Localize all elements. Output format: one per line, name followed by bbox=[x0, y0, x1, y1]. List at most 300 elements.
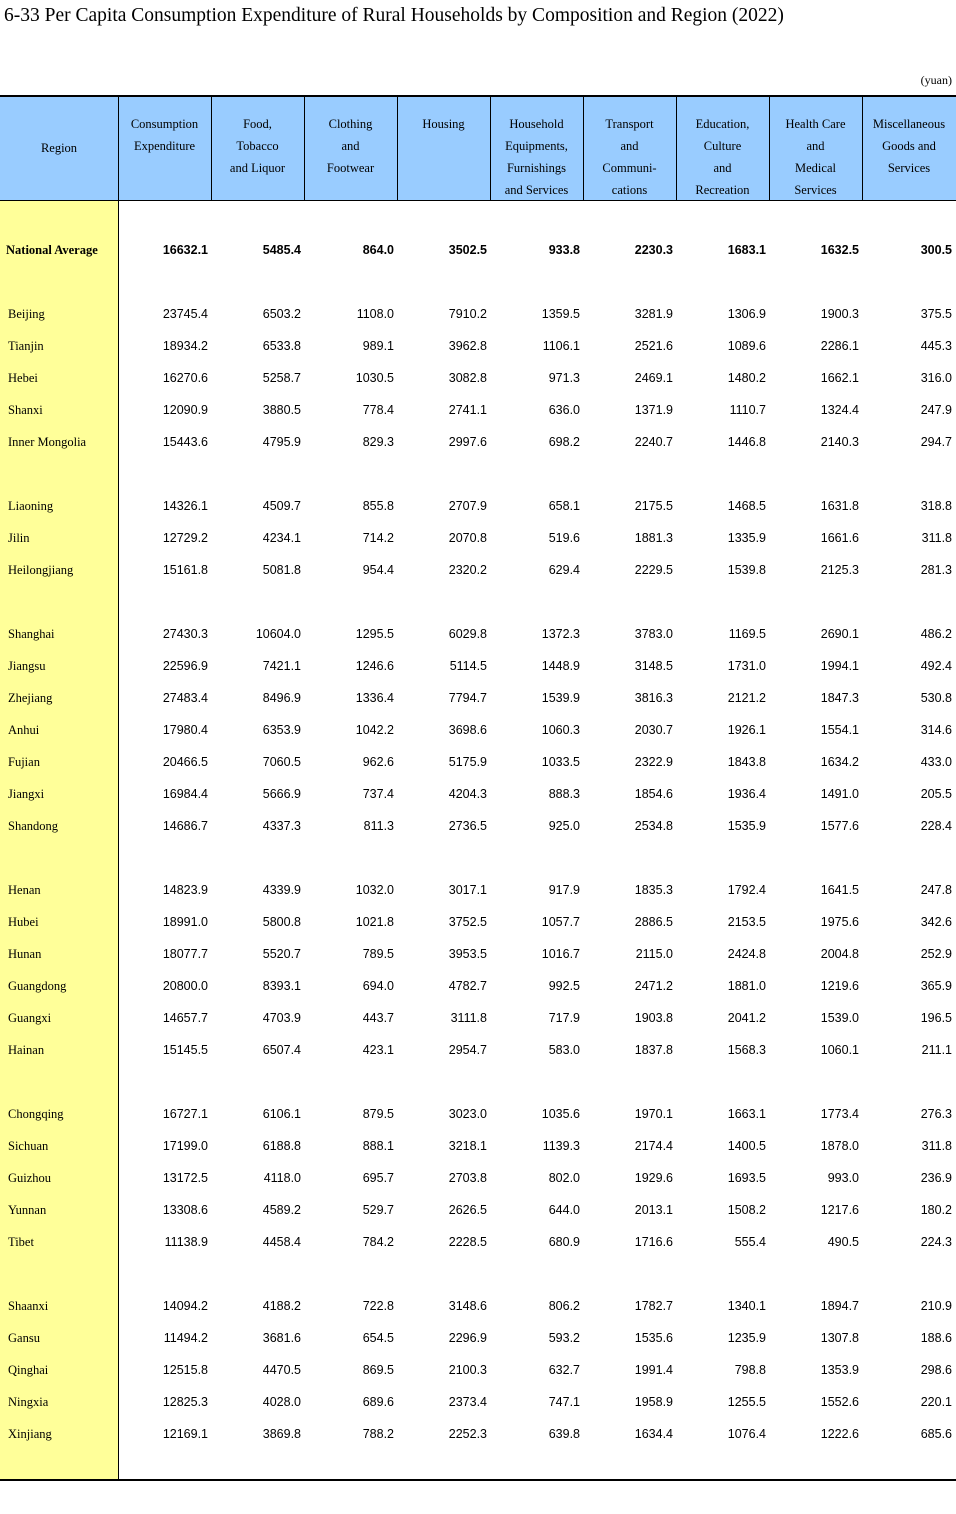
cell-value: 933.8 bbox=[548, 243, 580, 257]
cell-value: 210.9 bbox=[920, 1299, 952, 1313]
cell-value: 593.2 bbox=[548, 1331, 580, 1345]
cell-value: 784.2 bbox=[362, 1235, 394, 1249]
cell-value: 2115.0 bbox=[635, 947, 673, 961]
region-name: Hubei bbox=[8, 915, 39, 929]
cell-value: 314.6 bbox=[920, 723, 952, 737]
cell-value: 639.8 bbox=[548, 1427, 580, 1441]
cell-value: 1353.9 bbox=[820, 1363, 859, 1377]
cell-value: 1782.7 bbox=[634, 1299, 673, 1313]
cell-value: 10604.0 bbox=[255, 627, 301, 641]
cell-value: 14094.2 bbox=[162, 1299, 208, 1313]
cell-value: 2070.8 bbox=[448, 531, 487, 545]
cell-value: 698.2 bbox=[548, 435, 580, 449]
cell-value: 1219.6 bbox=[820, 979, 859, 993]
cell-value: 20466.5 bbox=[162, 755, 208, 769]
cell-value: 1359.5 bbox=[541, 307, 580, 321]
cell-value: 555.4 bbox=[734, 1235, 766, 1249]
cell-value: 1508.2 bbox=[727, 1203, 766, 1217]
cell-value: 1306.9 bbox=[727, 307, 766, 321]
cell-value: 3148.5 bbox=[634, 659, 673, 673]
cell-value: 4795.9 bbox=[262, 435, 301, 449]
cell-value: 1577.6 bbox=[820, 819, 859, 833]
cell-value: 1106.1 bbox=[542, 339, 580, 353]
cell-value: 529.7 bbox=[362, 1203, 394, 1217]
cell-value: 311.8 bbox=[921, 531, 952, 545]
cell-value: 632.7 bbox=[548, 1363, 580, 1377]
cell-value: 14823.9 bbox=[162, 883, 208, 897]
cell-value: 196.5 bbox=[920, 1011, 952, 1025]
cell-value: 737.4 bbox=[362, 787, 394, 801]
cell-value: 789.5 bbox=[362, 947, 394, 961]
cell-value: 519.6 bbox=[548, 531, 580, 545]
cell-value: 20800.0 bbox=[162, 979, 208, 993]
cell-value: 3502.5 bbox=[448, 243, 487, 257]
cell-value: 1539.8 bbox=[727, 563, 766, 577]
cell-value: 492.4 bbox=[920, 659, 952, 673]
cell-value: 5485.4 bbox=[262, 243, 301, 257]
cell-value: 1076.4 bbox=[727, 1427, 766, 1441]
cell-value: 864.0 bbox=[362, 243, 394, 257]
region-name: Jilin bbox=[8, 531, 30, 545]
cell-value: 12090.9 bbox=[162, 403, 208, 417]
table-row bbox=[0, 561, 956, 581]
table-row bbox=[0, 657, 956, 677]
cell-value: 14326.1 bbox=[162, 499, 208, 513]
cell-value: 1843.8 bbox=[727, 755, 766, 769]
cell-value: 1139.3 bbox=[542, 1139, 580, 1153]
cell-value: 4234.1 bbox=[262, 531, 301, 545]
region-name: National Average bbox=[6, 243, 98, 257]
page-title: 6-33 Per Capita Consumption Expenditure of Rural Households by Composition and Region (2022) bbox=[4, 5, 784, 26]
cell-value: 3281.9 bbox=[634, 307, 673, 321]
cell-value: 2322.9 bbox=[634, 755, 673, 769]
cell-value: 1324.4 bbox=[820, 403, 859, 417]
cell-value: 4458.4 bbox=[262, 1235, 301, 1249]
table-row bbox=[0, 753, 956, 773]
table-row bbox=[0, 1009, 956, 1029]
cell-value: 1929.6 bbox=[634, 1171, 673, 1185]
region-name: Anhui bbox=[8, 723, 40, 737]
cell-value: 2424.8 bbox=[727, 947, 766, 961]
cell-value: 2240.7 bbox=[634, 435, 673, 449]
cell-value: 1246.6 bbox=[355, 659, 394, 673]
cell-value: 1773.4 bbox=[820, 1107, 859, 1121]
cell-value: 806.2 bbox=[548, 1299, 580, 1313]
cell-value: 1854.6 bbox=[634, 787, 673, 801]
cell-value: 4509.7 bbox=[262, 499, 301, 513]
cell-value: 294.7 bbox=[920, 435, 952, 449]
header-region: Region bbox=[40, 141, 78, 155]
cell-value: 3023.0 bbox=[448, 1107, 487, 1121]
cell-value: 433.0 bbox=[920, 755, 952, 769]
cell-value: 2125.3 bbox=[820, 563, 859, 577]
cell-value: 7794.7 bbox=[448, 691, 487, 705]
cell-value: 583.0 bbox=[548, 1043, 580, 1057]
cell-value: 23745.4 bbox=[162, 307, 208, 321]
cell-value: 1631.8 bbox=[820, 499, 859, 513]
cell-value: 1958.9 bbox=[634, 1395, 673, 1409]
cell-value: 2626.5 bbox=[448, 1203, 487, 1217]
cell-value: 4188.2 bbox=[262, 1299, 301, 1313]
cell-value: 689.6 bbox=[362, 1395, 394, 1409]
header-col-9: Miscellaneous Goods and Services bbox=[872, 117, 946, 175]
cell-value: 1663.1 bbox=[727, 1107, 766, 1121]
cell-value: 1021.8 bbox=[355, 915, 394, 929]
region-name: Sichuan bbox=[8, 1139, 49, 1153]
cell-value: 2286.1 bbox=[820, 339, 859, 353]
cell-value: 4782.7 bbox=[448, 979, 487, 993]
cell-value: 1089.6 bbox=[727, 339, 766, 353]
cell-value: 1060.1 bbox=[820, 1043, 859, 1057]
cell-value: 16984.4 bbox=[162, 787, 208, 801]
region-name: Henan bbox=[8, 883, 41, 897]
table-row bbox=[0, 369, 956, 389]
region-name: Jiangxi bbox=[8, 787, 45, 801]
cell-value: 22596.9 bbox=[162, 659, 208, 673]
cell-value: 11138.9 bbox=[164, 1235, 208, 1249]
cell-value: 1169.5 bbox=[728, 627, 766, 641]
cell-value: 1400.5 bbox=[727, 1139, 766, 1153]
cell-value: 798.8 bbox=[734, 1363, 766, 1377]
cell-value: 1926.1 bbox=[727, 723, 766, 737]
cell-value: 644.0 bbox=[548, 1203, 580, 1217]
cell-value: 855.8 bbox=[362, 499, 394, 513]
region-name: Heilongjiang bbox=[8, 563, 74, 577]
table-row bbox=[0, 401, 956, 421]
cell-value: 4118.0 bbox=[263, 1171, 301, 1185]
cell-value: 6503.2 bbox=[262, 307, 301, 321]
cell-value: 2121.2 bbox=[727, 691, 766, 705]
cell-value: 7910.2 bbox=[448, 307, 487, 321]
cell-value: 530.8 bbox=[920, 691, 952, 705]
cell-value: 1336.4 bbox=[355, 691, 394, 705]
cell-value: 365.9 bbox=[920, 979, 952, 993]
region-name: Chongqing bbox=[8, 1107, 64, 1121]
region-name: Guangdong bbox=[8, 979, 67, 993]
cell-value: 6029.8 bbox=[448, 627, 487, 641]
cell-value: 1108.0 bbox=[356, 307, 394, 321]
cell-value: 1683.1 bbox=[727, 243, 766, 257]
cell-value: 2100.3 bbox=[448, 1363, 487, 1377]
cell-value: 788.2 bbox=[362, 1427, 394, 1441]
cell-value: 17199.0 bbox=[162, 1139, 208, 1153]
cell-value: 1032.0 bbox=[355, 883, 394, 897]
region-name: Zhejiang bbox=[8, 691, 53, 705]
cell-value: 3869.8 bbox=[262, 1427, 301, 1441]
cell-value: 1900.3 bbox=[820, 307, 859, 321]
header-col-3: Clothing and Footwear bbox=[326, 117, 375, 175]
cell-value: 8393.1 bbox=[262, 979, 301, 993]
cell-value: 993.0 bbox=[827, 1171, 859, 1185]
cell-value: 17980.4 bbox=[162, 723, 208, 737]
cell-value: 2997.6 bbox=[448, 435, 487, 449]
header-col-6: Transport and Communi- cations bbox=[602, 117, 657, 197]
header-col-4: Housing bbox=[422, 117, 465, 131]
cell-value: 695.7 bbox=[362, 1171, 394, 1185]
cell-value: 27483.4 bbox=[162, 691, 208, 705]
table-row bbox=[0, 721, 956, 741]
cell-value: 1716.6 bbox=[634, 1235, 673, 1249]
cell-value: 1035.6 bbox=[541, 1107, 580, 1121]
cell-value: 12515.8 bbox=[162, 1363, 208, 1377]
cell-value: 15161.8 bbox=[162, 563, 208, 577]
region-name: Jiangsu bbox=[8, 659, 46, 673]
region-name: Shandong bbox=[8, 819, 58, 833]
cell-value: 445.3 bbox=[920, 339, 952, 353]
cell-value: 3218.1 bbox=[448, 1139, 487, 1153]
cell-value: 1632.5 bbox=[820, 243, 859, 257]
header-col-5: Household Equipments, Furnishings and Services bbox=[504, 117, 569, 197]
cell-value: 2230.3 bbox=[634, 243, 673, 257]
cell-value: 1731.0 bbox=[727, 659, 766, 673]
cell-value: 2175.5 bbox=[634, 499, 673, 513]
region-name: Gansu bbox=[8, 1331, 40, 1345]
cell-value: 2013.1 bbox=[634, 1203, 673, 1217]
cell-value: 1335.9 bbox=[727, 531, 766, 545]
cell-value: 1480.2 bbox=[727, 371, 766, 385]
region-name: Guangxi bbox=[8, 1011, 52, 1025]
cell-value: 714.2 bbox=[362, 531, 394, 545]
region-name: Yunnan bbox=[8, 1203, 47, 1217]
region-name: Hainan bbox=[8, 1043, 45, 1057]
cell-value: 2153.5 bbox=[727, 915, 766, 929]
cell-value: 925.0 bbox=[548, 819, 580, 833]
cell-value: 1491.0 bbox=[820, 787, 859, 801]
cell-value: 802.0 bbox=[548, 1171, 580, 1185]
cell-value: 5114.5 bbox=[449, 659, 487, 673]
cell-value: 14686.7 bbox=[162, 819, 208, 833]
cell-value: 1539.9 bbox=[541, 691, 580, 705]
cell-value: 4337.3 bbox=[262, 819, 301, 833]
header-col-8: Health Care and Medical Services bbox=[785, 117, 846, 197]
cell-value: 2373.4 bbox=[448, 1395, 487, 1409]
header-col-1: Consumption Expenditure bbox=[130, 117, 199, 153]
cell-value: 4470.5 bbox=[262, 1363, 301, 1377]
cell-value: 6533.8 bbox=[262, 339, 301, 353]
cell-value: 4589.2 bbox=[262, 1203, 301, 1217]
table-row bbox=[0, 785, 956, 805]
table-row bbox=[0, 689, 956, 709]
table-row bbox=[0, 1137, 956, 1157]
cell-value: 658.1 bbox=[548, 499, 580, 513]
cell-value: 6507.4 bbox=[262, 1043, 301, 1057]
cell-value: 205.5 bbox=[920, 787, 952, 801]
region-name: Qinghai bbox=[8, 1363, 49, 1377]
region-name: Shanghai bbox=[8, 627, 55, 641]
cell-value: 342.6 bbox=[920, 915, 952, 929]
cell-value: 1446.8 bbox=[727, 435, 766, 449]
cell-value: 5666.9 bbox=[262, 787, 301, 801]
cell-value: 1881.3 bbox=[634, 531, 673, 545]
cell-value: 423.1 bbox=[362, 1043, 394, 1057]
cell-value: 2703.8 bbox=[448, 1171, 487, 1185]
region-name: Beijing bbox=[8, 307, 45, 321]
cell-value: 1661.6 bbox=[820, 531, 859, 545]
cell-value: 778.4 bbox=[362, 403, 394, 417]
cell-value: 2004.8 bbox=[820, 947, 859, 961]
table-row bbox=[0, 1425, 956, 1445]
cell-value: 224.3 bbox=[920, 1235, 952, 1249]
table-bottom-rule bbox=[0, 1479, 956, 1481]
cell-value: 15145.5 bbox=[162, 1043, 208, 1057]
cell-value: 3880.5 bbox=[262, 403, 301, 417]
cell-value: 1835.3 bbox=[634, 883, 673, 897]
cell-value: 3082.8 bbox=[448, 371, 487, 385]
cell-value: 1217.6 bbox=[820, 1203, 859, 1217]
region-name: Hunan bbox=[8, 947, 42, 961]
cell-value: 3752.5 bbox=[448, 915, 487, 929]
cell-value: 1371.9 bbox=[634, 403, 673, 417]
cell-value: 1295.5 bbox=[355, 627, 394, 641]
cell-value: 6188.8 bbox=[262, 1139, 301, 1153]
table-row bbox=[0, 817, 956, 837]
cell-value: 3148.6 bbox=[448, 1299, 487, 1313]
cell-value: 888.1 bbox=[362, 1139, 394, 1153]
cell-value: 281.3 bbox=[920, 563, 952, 577]
cell-value: 717.9 bbox=[548, 1011, 580, 1025]
table-row bbox=[0, 497, 956, 517]
cell-value: 1235.9 bbox=[727, 1331, 766, 1345]
cell-value: 4204.3 bbox=[448, 787, 487, 801]
cell-value: 188.6 bbox=[920, 1331, 952, 1345]
table-row bbox=[0, 1329, 956, 1349]
cell-value: 1693.5 bbox=[727, 1171, 766, 1185]
cell-value: 5800.8 bbox=[262, 915, 301, 929]
cell-value: 1847.3 bbox=[820, 691, 859, 705]
header-col-7: Education, Culture and Recreation bbox=[695, 117, 750, 197]
table-row bbox=[0, 913, 956, 933]
cell-value: 2320.2 bbox=[448, 563, 487, 577]
cell-value: 2886.5 bbox=[634, 915, 673, 929]
cell-value: 252.9 bbox=[920, 947, 952, 961]
table-row bbox=[0, 1169, 956, 1189]
cell-value: 1878.0 bbox=[820, 1139, 859, 1153]
cell-value: 2521.6 bbox=[634, 339, 673, 353]
cell-value: 1991.4 bbox=[634, 1363, 673, 1377]
unit-label: (yuan) bbox=[920, 73, 952, 87]
cell-value: 311.8 bbox=[921, 1139, 952, 1153]
region-name: Shaanxi bbox=[8, 1299, 49, 1313]
cell-value: 7060.5 bbox=[262, 755, 301, 769]
table-row bbox=[0, 305, 956, 325]
cell-value: 318.8 bbox=[920, 499, 952, 513]
cell-value: 13308.6 bbox=[162, 1203, 208, 1217]
cell-value: 1535.9 bbox=[727, 819, 766, 833]
cell-value: 879.5 bbox=[362, 1107, 394, 1121]
region-name: Xinjiang bbox=[8, 1427, 52, 1441]
cell-value: 1372.3 bbox=[541, 627, 580, 641]
cell-value: 13172.5 bbox=[162, 1171, 208, 1185]
cell-value: 1881.0 bbox=[727, 979, 766, 993]
cell-value: 486.2 bbox=[920, 627, 952, 641]
cell-value: 1837.8 bbox=[634, 1043, 673, 1057]
cell-value: 2228.5 bbox=[448, 1235, 487, 1249]
region-name: Hebei bbox=[8, 371, 38, 385]
cell-value: 375.5 bbox=[920, 307, 952, 321]
cell-value: 2174.4 bbox=[634, 1139, 673, 1153]
cell-value: 1552.6 bbox=[820, 1395, 859, 1409]
table-row bbox=[0, 1233, 956, 1253]
cell-value: 1110.7 bbox=[729, 403, 766, 417]
cell-value: 1057.7 bbox=[541, 915, 580, 929]
cell-value: 443.7 bbox=[362, 1011, 394, 1025]
region-name: Fujian bbox=[8, 755, 40, 769]
cell-value: 27430.3 bbox=[162, 627, 208, 641]
region-name: Tibet bbox=[8, 1235, 34, 1249]
cell-value: 2252.3 bbox=[448, 1427, 487, 1441]
cell-value: 1307.8 bbox=[820, 1331, 859, 1345]
region-name: Tianjin bbox=[8, 339, 44, 353]
cell-value: 300.5 bbox=[920, 243, 952, 257]
cell-value: 992.5 bbox=[548, 979, 580, 993]
cell-value: 1936.4 bbox=[727, 787, 766, 801]
region-name: Shanxi bbox=[8, 403, 43, 417]
cell-value: 247.8 bbox=[920, 883, 952, 897]
cell-value: 1255.5 bbox=[727, 1395, 766, 1409]
cell-value: 1975.6 bbox=[820, 915, 859, 929]
cell-value: 16270.6 bbox=[162, 371, 208, 385]
cell-value: 2229.5 bbox=[634, 563, 673, 577]
cell-value: 869.5 bbox=[362, 1363, 394, 1377]
cell-value: 3698.6 bbox=[448, 723, 487, 737]
cell-value: 14657.7 bbox=[162, 1011, 208, 1025]
cell-value: 180.2 bbox=[920, 1203, 952, 1217]
cell-value: 1042.2 bbox=[355, 723, 394, 737]
cell-value: 747.1 bbox=[548, 1395, 580, 1409]
cell-value: 5175.9 bbox=[448, 755, 487, 769]
cell-value: 3111.8 bbox=[450, 1011, 487, 1025]
cell-value: 220.1 bbox=[920, 1395, 952, 1409]
cell-value: 962.6 bbox=[362, 755, 394, 769]
cell-value: 16727.1 bbox=[162, 1107, 208, 1121]
cell-value: 5081.8 bbox=[262, 563, 301, 577]
cell-value: 829.3 bbox=[362, 435, 394, 449]
table-row bbox=[0, 625, 956, 645]
cell-value: 2140.3 bbox=[820, 435, 859, 449]
cell-value: 2296.9 bbox=[448, 1331, 487, 1345]
cell-value: 1448.9 bbox=[541, 659, 580, 673]
cell-value: 15443.6 bbox=[162, 435, 208, 449]
national-average-row bbox=[0, 241, 956, 261]
cell-value: 1903.8 bbox=[634, 1011, 673, 1025]
cell-value: 5258.7 bbox=[262, 371, 301, 385]
table-row bbox=[0, 529, 956, 549]
cell-value: 2690.1 bbox=[820, 627, 859, 641]
cell-value: 654.5 bbox=[362, 1331, 394, 1345]
cell-value: 1641.5 bbox=[820, 883, 859, 897]
cell-value: 12169.1 bbox=[162, 1427, 208, 1441]
table-row bbox=[0, 945, 956, 965]
cell-value: 2707.9 bbox=[448, 499, 487, 513]
cell-value: 1030.5 bbox=[355, 371, 394, 385]
cell-value: 2041.2 bbox=[727, 1011, 766, 1025]
cell-value: 1970.1 bbox=[634, 1107, 673, 1121]
cell-value: 276.3 bbox=[920, 1107, 952, 1121]
table-row bbox=[0, 977, 956, 997]
region-name: Guizhou bbox=[8, 1171, 52, 1185]
cell-value: 888.3 bbox=[548, 787, 580, 801]
cell-value: 1033.5 bbox=[541, 755, 580, 769]
table-row bbox=[0, 1105, 956, 1125]
cell-value: 1060.3 bbox=[541, 723, 580, 737]
table-row bbox=[0, 1041, 956, 1061]
cell-value: 989.1 bbox=[362, 339, 394, 353]
cell-value: 247.9 bbox=[920, 403, 952, 417]
cell-value: 1634.2 bbox=[820, 755, 859, 769]
cell-value: 6106.1 bbox=[262, 1107, 301, 1121]
cell-value: 3783.0 bbox=[634, 627, 673, 641]
cell-value: 2471.2 bbox=[634, 979, 673, 993]
